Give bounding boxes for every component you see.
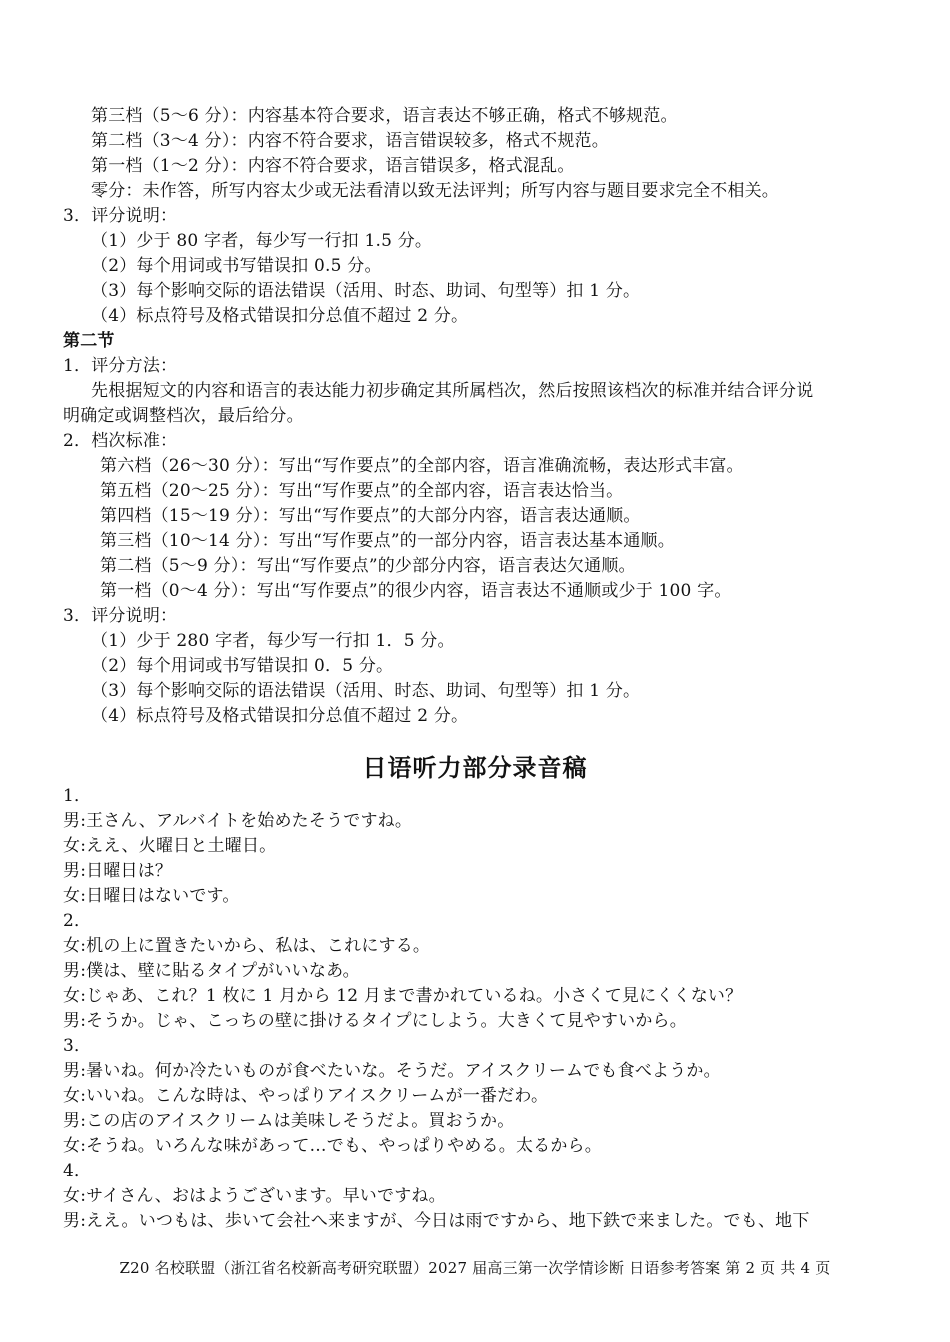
dialogue-line: 男:王さん、アルバイトを始めたそうですね。 (63, 811, 413, 831)
grade-line: 第三档（10～14 分）：写出“写作要点”的一部分内容，语言表达基本通顺。 (100, 531, 675, 551)
question-number: 1． (63, 786, 92, 806)
note-line: （2）每个用词或书写错误扣 0．5 分。 (91, 656, 394, 676)
grade-line: 第一档（1～2 分）：内容不符合要求，语言错误多，格式混乱。 (91, 156, 575, 176)
dialogue-line: 女:じゃあ、これ？1 枚に 1 月から 12 月まで書かれているね。小さくて見にくくない？ (63, 986, 743, 1006)
method-text: 先根据短文的内容和语言的表达能力初步确定其所属档次，然后按照该档次的标准并结合评分说 (91, 381, 814, 401)
dialogue-line: 男:僕は、壁に貼るタイプがいいなあ。 (63, 961, 360, 981)
method-text: 明确定或调整档次，最后给分。 (63, 406, 304, 426)
dialogue-line: 女:サイさん、おはようございます。早いですね。 (63, 1186, 446, 1206)
dialogue-line: 男:暑いね。何か冷たいものが食べたいな。そうだ。アイスクリームでも食べようか。 (63, 1061, 721, 1081)
grade-line: 第一档（0～4 分）：写出“写作要点”的很少内容，语言表达不通顺或少于 100 字。 (100, 581, 732, 601)
section-heading: 第二节 (63, 331, 115, 351)
grade-line: 第六档（26～30 分）：写出“写作要点”的全部内容，语言准确流畅，表达形式丰富。 (100, 456, 744, 476)
transcript-title: 日语听力部分录音稿 (362, 754, 588, 782)
grade-line: 第二档（3～4 分）：内容不符合要求，语言错误较多，格式不规范。 (91, 131, 609, 151)
dialogue-line: 男:この店のアイスクリームは美味しそうだよ。買おうか。 (63, 1111, 515, 1131)
notes-title: 3．评分说明： (63, 206, 178, 226)
question-number: 2． (63, 911, 92, 931)
dialogue-line: 男:そうか。じゃ、こっちの壁に掛けるタイプにしよう。大きくて見やすいから。 (63, 1011, 687, 1031)
grade-line: 零分：未作答，所写内容太少或无法看清以致无法评判；所写内容与题目要求完全不相关。 (91, 181, 779, 201)
question-number: 4． (63, 1161, 92, 1181)
dialogue-line: 男:日曜日は？ (63, 861, 173, 881)
note-line: （1）少于 80 字者，每少写一行扣 1.5 分。 (91, 231, 433, 251)
question-number: 3． (63, 1036, 92, 1056)
note-line: （2）每个用词或书写错误扣 0.5 分。 (91, 256, 382, 276)
dialogue-line: 女:そうね。いろんな味があって…でも、やっぱりやめる。太るから。 (63, 1136, 602, 1156)
note-line: （4）标点符号及格式错误扣分总值不超过 2 分。 (91, 306, 469, 326)
grade-line: 第三档（5～6 分）：内容基本符合要求，语言表达不够正确，格式不够规范。 (91, 106, 678, 126)
notes-title: 3．评分说明： (63, 606, 178, 626)
note-line: （3）每个影响交际的语法错误（活用、时态、助词、句型等）扣 1 分。 (91, 681, 641, 701)
dialogue-line: 女:机の上に置きたいから、私は、これにする。 (63, 936, 431, 956)
page-footer: Z20 名校联盟（浙江省名校新高考研究联盟）2027 届高三第一次学情诊断 日语参考答案 第 2 页 共 4 页 (119, 1259, 831, 1277)
grade-line: 第四档（15～19 分）：写出“写作要点”的大部分内容，语言表达通顺。 (100, 506, 641, 526)
note-line: （4）标点符号及格式错误扣分总值不超过 2 分。 (91, 706, 469, 726)
dialogue-line: 女:ええ、火曜日と土曜日。 (63, 836, 277, 856)
note-line: （3）每个影响交际的语法错误（活用、时态、助词、句型等）扣 1 分。 (91, 281, 641, 301)
dialogue-line: 女:いいね。こんな時は、やっぱりアイスクリームが一番だわ。 (63, 1086, 549, 1106)
dialogue-line: 男:ええ。いつもは、歩いて会社へ来ますが、今日は雨ですから、地下鉄で来ました。でも、地下 (63, 1211, 810, 1231)
note-line: （1）少于 280 字者，每少写一行扣 1．5 分。 (91, 631, 455, 651)
dialogue-line: 女:日曜日はないです。 (63, 886, 240, 906)
grade-line: 第五档（20～25 分）：写出“写作要点”的全部内容，语言表达恰当。 (100, 481, 624, 501)
standard-title: 2．档次标准： (63, 431, 178, 451)
grade-line: 第二档（5～9 分）：写出“写作要点”的少部分内容，语言表达欠通顺。 (100, 556, 636, 576)
method-title: 1．评分方法： (63, 356, 178, 376)
